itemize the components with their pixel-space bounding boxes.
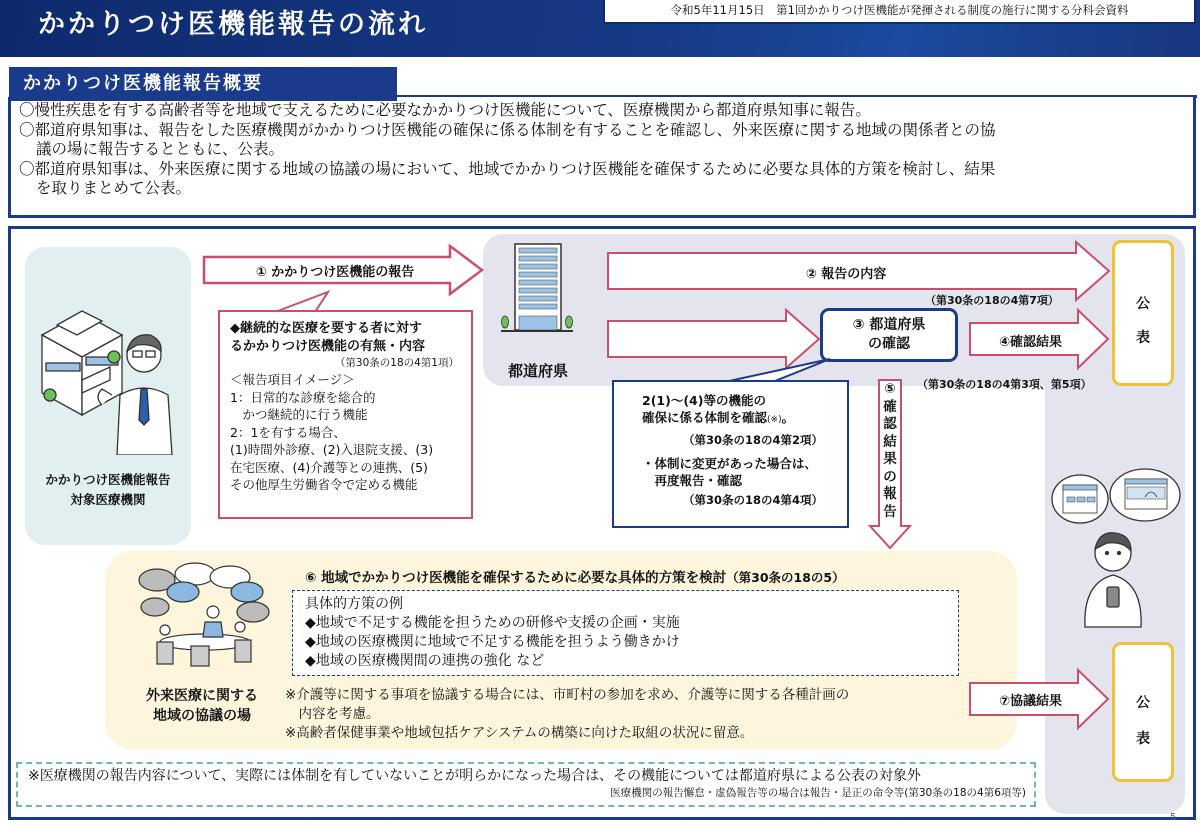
- step2-citation: （第30条の18の4第7項）: [925, 294, 1059, 307]
- meeting-discussion-icon: [135, 562, 275, 667]
- step1-label: ① かかりつけ医機能の報告: [255, 265, 415, 280]
- step3-line: ③ 都道府県: [852, 317, 926, 333]
- step2-label: ② 報告の内容: [805, 267, 887, 282]
- system-check-text: 。: [781, 410, 795, 425]
- source-label: 令和5年11月15日 第1回かかりつけ医機能が発揮される制度の施行に関する分科会資料: [603, 0, 1196, 24]
- system-check-line: ・体制に変更があった場合は、: [642, 456, 817, 471]
- step5-char: 結: [883, 433, 897, 450]
- step5-label: [879, 381, 901, 521]
- resident-smartphone-icon: [1045, 465, 1185, 630]
- council-heading: [305, 566, 845, 586]
- step4-citation: （第30条の18の4第3項、第5項）: [917, 378, 1092, 391]
- step5-char: 果: [883, 451, 897, 467]
- step7-label: ⑦協議結果: [998, 694, 1062, 709]
- report-citation: （第30条の18の4第1項）: [334, 357, 459, 369]
- public-announcement-box-1: [1112, 240, 1174, 386]
- report-item: 在宅医療、(4)介護等との連携、(5): [230, 459, 428, 475]
- clinic-label-line: 対象医療機関: [70, 492, 146, 507]
- system-check-citation: （第30条の18の4第4項）: [682, 493, 823, 507]
- page-title: かかりつけ医機能報告の流れ: [38, 9, 428, 40]
- report-heading: ◆継続的な医療を要する者に対す: [230, 321, 422, 336]
- public-char: 表: [1136, 731, 1150, 747]
- system-check-line: 2(1)～(4)等の機能の: [642, 393, 766, 408]
- clinic-label-line: かかりつけ医機能報告: [45, 472, 171, 487]
- section-label: かかりつけ医機能報告概要: [9, 67, 397, 101]
- overview-line: 議の場に報告するとともに、公表。: [36, 140, 285, 158]
- report-item: その他厚生労働省令で定める機能: [230, 477, 418, 492]
- council-label: [132, 686, 272, 726]
- step4-label: ④確認結果: [998, 335, 1062, 350]
- overview-box: [8, 97, 1196, 218]
- step5-char: 報: [883, 486, 897, 502]
- bottom-note: [16, 762, 1036, 807]
- step5-char: 認: [883, 416, 897, 432]
- overview-line: を取りまとめて公表。: [36, 179, 192, 197]
- step5-char: 告: [883, 503, 897, 520]
- page-number: 5: [1170, 812, 1177, 823]
- council-note: ※高齢者保健事業や地域包括ケアシステムの構築に向けた取組の状況に留意。: [285, 725, 754, 741]
- report-image-title: ＜報告項目イメージ＞: [230, 372, 355, 387]
- report-item: かつ継続的に行う機能: [230, 407, 368, 422]
- report-item: (1)時間外診療、(2)入退院支援、(3): [230, 442, 434, 457]
- council-note: ※介護等に関する事項を協議する場合には、市町村の参加を求め、介護等に関する各種計画の: [285, 687, 850, 703]
- council-note: 内容を考慮。: [285, 706, 380, 722]
- hospital-doctor-icon: [32, 285, 182, 455]
- bottom-note-sub: 医療機関の報告懈怠・虚偽報告等の場合は報告・是正の命令等(第30条の18の4第6項等): [610, 787, 1026, 799]
- overview-line: 〇慢性疾患を有する高齢者等を地域で支えるために必要なかかりつけ医機能について、医療機関から都道府県知事に報告。: [19, 101, 871, 119]
- measure-item: ◆地域の医療機関に地域で不足する機能を担うよう働きかけ: [305, 634, 680, 650]
- measures-title: 具体的方策の例: [305, 596, 403, 612]
- step3-line: の確認: [868, 336, 910, 352]
- overview-line: 〇都道府県知事は、報告をした医療機関がかかりつけ医機能の確保に係る体制を有することを確認し、外来医療に関する地域の関係者との協: [19, 120, 996, 139]
- clinic-label: [25, 470, 191, 510]
- prefecture-check-box: [820, 308, 958, 362]
- report-heading: るかかりつけ医機能の有無・内容: [230, 339, 426, 354]
- system-check-citation: （第30条の18の4第2項）: [682, 433, 823, 447]
- report-item: 1：日常的な診療を総合的: [230, 389, 376, 405]
- bottom-note-main: ※医療機関の報告内容について、実際には体制を有していないことが明らかになった場合は、その機能については都道府県による公表の対象外: [28, 768, 921, 784]
- public-announcement-box-2: [1112, 642, 1174, 782]
- system-check-line: 再度報告・確認: [642, 473, 743, 488]
- step5-char: 確: [883, 398, 897, 415]
- public-char: 表: [1136, 330, 1150, 346]
- step5-char: ⑤: [884, 381, 896, 397]
- council-label-line: 外来医療に関する: [146, 688, 258, 704]
- step5-char: の: [883, 468, 897, 485]
- public-char: 公: [1136, 296, 1150, 312]
- system-check-line: [642, 409, 839, 429]
- report-item: 2：1を有する場合、: [230, 424, 346, 440]
- measure-item: ◆地域の医療機関間の連携の強化 など: [305, 653, 545, 669]
- prefecture-label: 都道府県: [507, 362, 568, 380]
- measure-item: ◆地域で不足する機能を担うための研修や支援の企画・実施: [305, 615, 680, 631]
- public-char: 公: [1136, 695, 1150, 711]
- report-items-box: [218, 310, 473, 519]
- prefecture-building-icon: [497, 240, 577, 350]
- system-confirmation-box: [612, 380, 849, 528]
- council-citation: （第30条の18の5）: [726, 570, 845, 585]
- council-notes: [285, 686, 849, 743]
- measures-box: [292, 590, 959, 676]
- council-heading-text: ⑥ 地域でかかりつけ医機能を確保するために必要な具体的方策を検討: [305, 570, 727, 586]
- system-check-text: 確保に係る体制を確認: [642, 410, 768, 425]
- note-marker: (※): [767, 415, 782, 425]
- overview-line: 〇都道府県知事は、外来医療に関する地域の協議の場において、地域でかかりつけ医機能を確保するために必要な具体的方策を検討し、結果: [19, 159, 996, 178]
- council-label-line: 地域の協議の場: [153, 708, 251, 724]
